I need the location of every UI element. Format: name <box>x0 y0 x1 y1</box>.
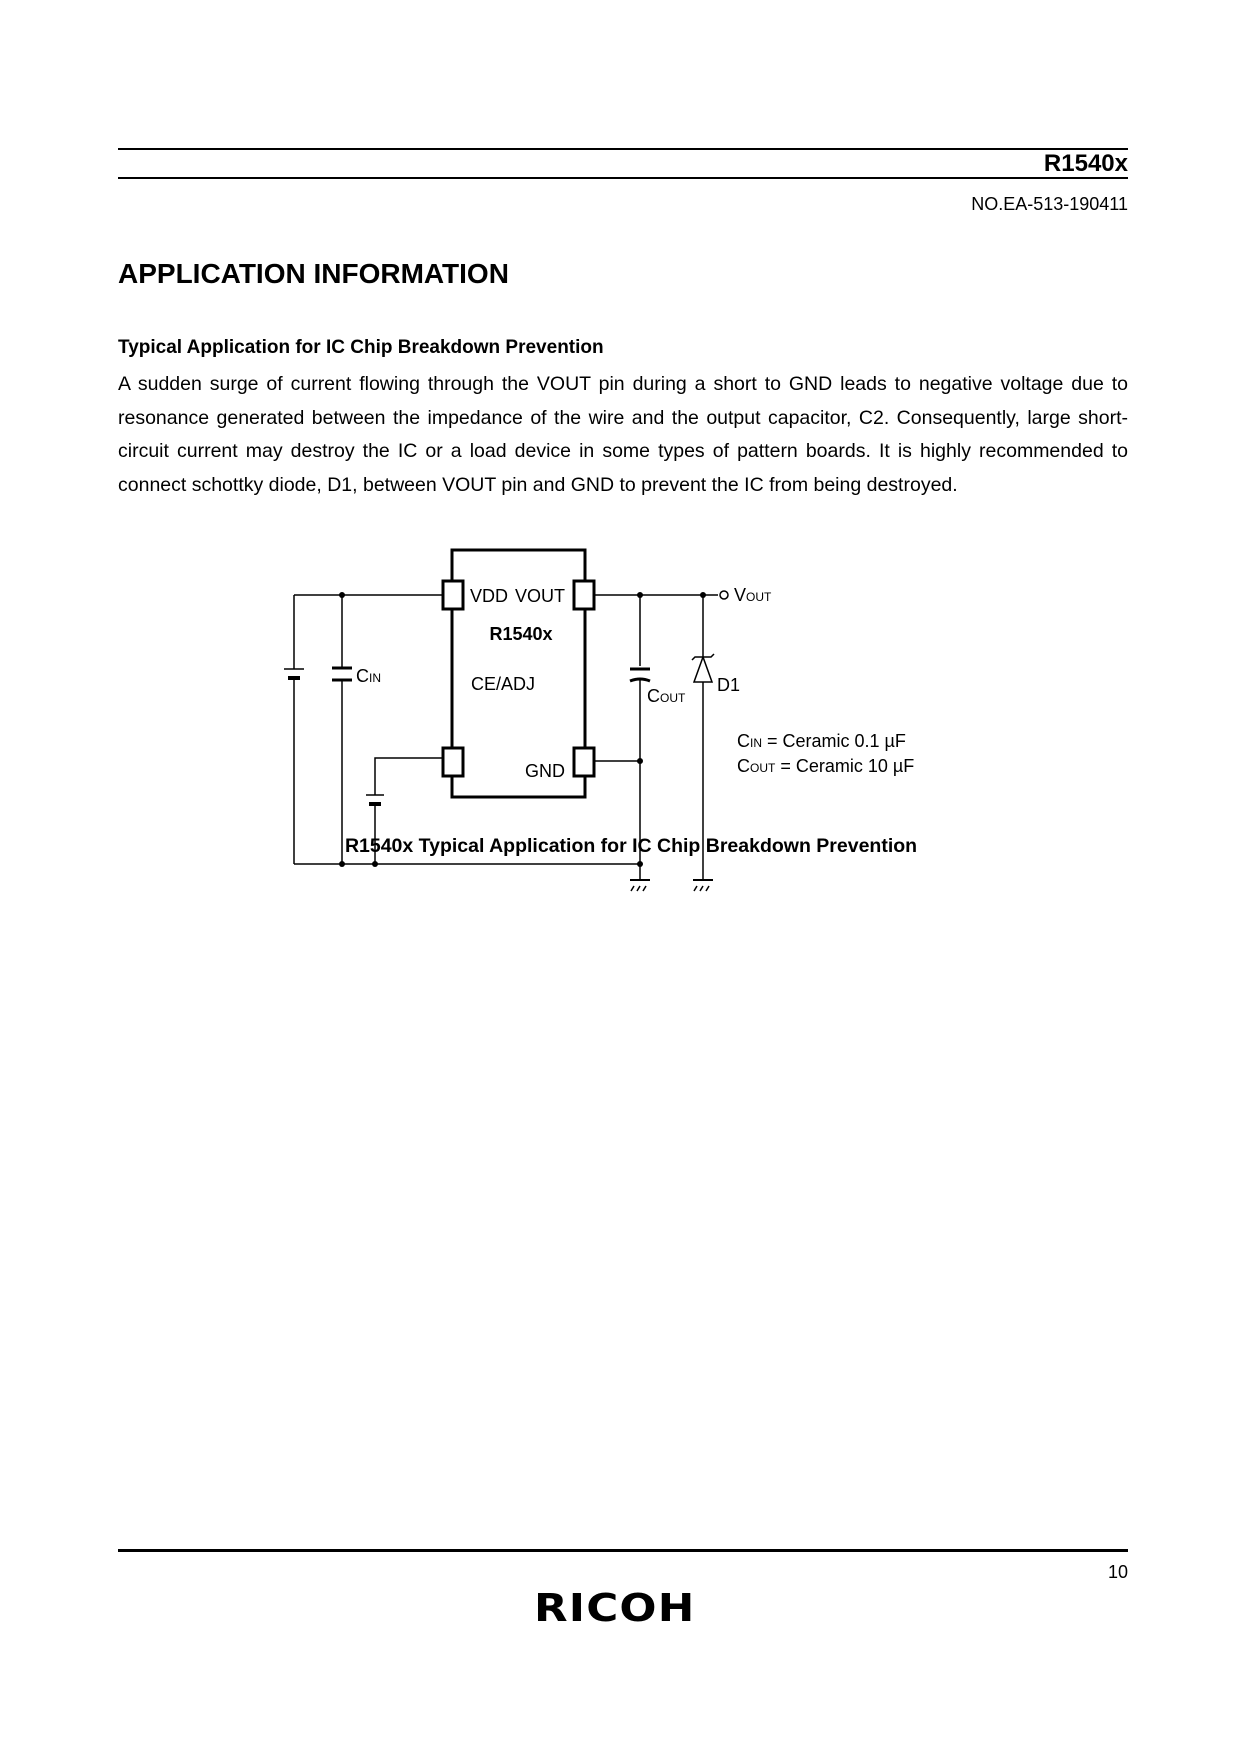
pin-vdd <box>443 581 463 609</box>
vout-terminal <box>720 591 728 599</box>
note-cout: COUT = Ceramic 10 µF <box>737 756 915 776</box>
page-number: 10 <box>1107 1562 1128 1582</box>
ricoh-logo: RICOH <box>534 1586 696 1630</box>
pin-label-vdd: VDD <box>470 586 509 606</box>
figure-caption: R1540x Typical Application for IC Chip Breakdown Prevention <box>344 835 918 857</box>
d1-label: D1 <box>717 675 741 695</box>
part-number: R1540x <box>1043 150 1128 177</box>
pin-label-vout: VOUT <box>515 586 566 606</box>
pin-vout <box>574 581 594 609</box>
section-title: APPLICATION INFORMATION <box>118 258 509 289</box>
pin-label-gnd: GND <box>525 761 565 781</box>
pin-gnd <box>574 748 594 776</box>
ic-name: R1540x <box>489 624 553 644</box>
vout-label: VOUT <box>734 585 772 605</box>
document-number: NO.EA-513-190411 <box>971 194 1128 214</box>
footer-rule <box>118 1549 1128 1552</box>
pin-ce-adj <box>443 748 463 776</box>
cin-label: CIN <box>356 666 381 686</box>
note-cin: CIN = Ceramic 0.1 µF <box>737 731 906 751</box>
subsection-title: Typical Application for IC Chip Breakdown Prevention <box>118 337 604 358</box>
cout-label: COUT <box>647 686 686 706</box>
body-paragraph: A sudden surge of current flowing through the VOUT pin during a short to GND leads to negative voltage due to resonance generated between the impedance of the wire and the output capacitor, C2. Consequently, large short-circuit current may destroy the IC or a load device in some types of pattern boards. It is highly recommended to connect schottky diode, D1, between VOUT pin and GND to prevent the IC from being destroyed. <box>118 373 1128 496</box>
pin-label-ce-adj: CE/ADJ <box>471 674 536 694</box>
